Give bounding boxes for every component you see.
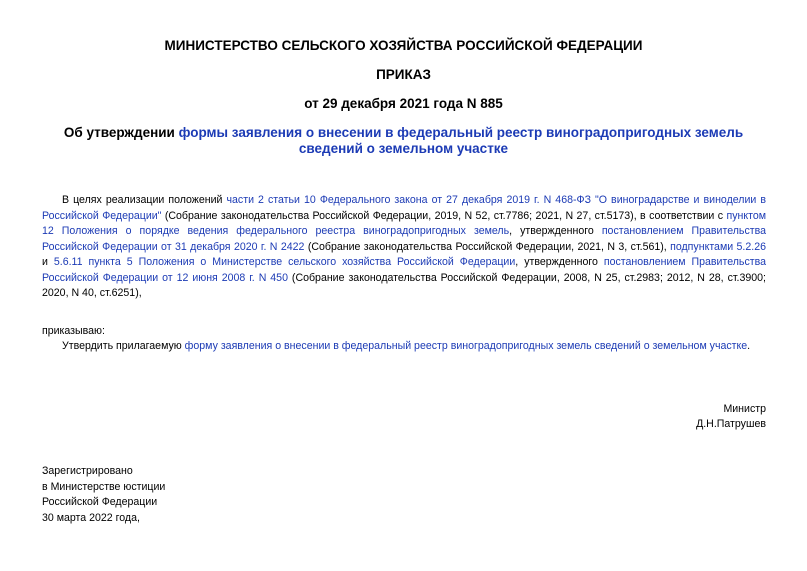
approve-prefix: Утвердить прилагаемую [62,340,185,352]
preamble-text: , утвержденного [515,256,604,268]
subject-prefix: Об утверждении [63,125,179,140]
registration-line: в Министерстве юстиции [42,480,166,493]
preamble-text: , утвержденного [509,225,602,237]
ministry-title: МИНИСТЕРСТВО СЕЛЬСКОГО ХОЗЯЙСТВА РОССИЙСКОЙ ФЕДЕРАЦИИ [164,38,643,53]
signatory-name: Д.Н.Патрушев [696,418,766,430]
government-resolution-2422-link[interactable]: постановлением Правительства Российской Федерации от 31 декабря 2020 г. N 2422 [42,225,766,253]
registration-block [42,464,165,526]
approved-form-link[interactable]: форму заявления о внесении в федеральный реестр виноградопригодных земель сведений о земельном участке [184,340,748,352]
registration-line: Российской Федерации [42,496,158,508]
registration-date: 30 марта 2022 года, [42,511,140,524]
preamble [42,193,766,302]
decree-word: приказываю: [42,325,105,337]
subject-form-link[interactable]: формы заявления о внесении в федеральный реестр виноградопригодных земель сведений о земельном участке [178,125,744,156]
document-date-number: от 29 декабря 2021 года N 885 [304,96,503,111]
government-resolution-450-link[interactable]: постановлением Правительства Российской Федерации от 12 июня 2008 г. N 450 [42,256,767,284]
approve-suffix: . [747,340,751,352]
ministry-regulation-link[interactable]: 5.6.11 пункта 5 Положения о Министерстве сельского хозяйства Российской Федерации [53,256,516,268]
federal-law-link[interactable]: части 2 статьи 10 Федерального закона от 27 декабря 2019 г. N 468-ФЗ "О виноградарстве и виноделии в Российской Федерации" [42,194,766,222]
subclause-5-2-26-link[interactable]: подпунктами 5.2.26 [670,240,766,253]
preamble-text: (Собрание законодательства Российской Федерации, 2008, N 25, ст.2983; 2012, N 28, ст.3900; 2020, N 40, ст.6251), [42,271,766,299]
signatory-position: Министр [723,403,766,415]
document-subject [60,125,747,157]
preamble-text: (Собрание законодательства Российской Федерации, 2019, N 52, ст.7786; 2021, N 27, ст.5173), в соответствии с [161,209,727,222]
approve-clause [62,340,750,352]
preamble-paragraph [42,193,766,302]
document-type: ПРИКАЗ [376,67,431,82]
registration-line: Зарегистрировано [42,465,133,477]
preamble-text: В целях реализации положений [62,194,227,206]
preamble-text: и [42,256,54,268]
preamble-text: (Собрание законодательства Российской Федерации, 2021, N 3, ст.561), [304,240,671,253]
registry-regulation-link[interactable]: пунктом 12 Положения о порядке ведения федерального реестра виноградопригодных земель [42,209,766,237]
